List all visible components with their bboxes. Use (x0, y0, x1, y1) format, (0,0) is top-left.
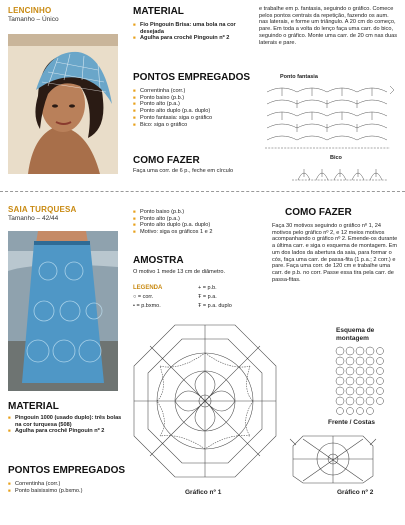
lencinho-material-list (133, 22, 243, 42)
lencinho-photo (8, 34, 118, 174)
lencinho-material-heading: MATERIAL (133, 6, 184, 17)
stitch-item: ■ Ponto alto (p.a.) (133, 101, 243, 108)
legend-title: LEGENDA (133, 285, 163, 291)
pa-symbol: Ŧ (198, 294, 202, 300)
saia-stitches-list (8, 481, 126, 494)
lencinho-right-text: e trabalhe em p. fantasia, seguindo o gráfico. Comece pelos pontos centrais da repetição, fazendo os aum. nas laterais, e forme um triângulo. A 20 cm do começo, pare. Em toda a volta do lenço faça uma carr. do bico, seguindo o gráfico. Monte uma carr. de 20 cm nas duas laterais e pare. (259, 6, 398, 46)
turquoise-skirt-image (8, 231, 118, 391)
stitch-item: ■ Ponto baixo (p.b.) (133, 209, 253, 216)
saia-stitches-heading: PONTOS EMPREGADOS (8, 465, 126, 476)
lencinho-how-heading: COMO FAZER (133, 155, 200, 166)
legend-item (198, 294, 217, 300)
bottom-section (0, 193, 405, 525)
saia-how-text: Faça 30 motivos seguindo o gráfico nº 1, 24 motivos pelo gráfico nº 2, e 12 meios motivos acompanhando o gráfico nº 2. Emende-os durante a última carr. e siga o esquema de montagem. Em um dos lados da abertura da saia, para formar o cós, faça uma carr. de passa-fita (1 p.a.; 2 corr.) e pare. Faça uma corr. de 120 cm e trabalhe uma carr. de p.b. no corr. Passe essa tira pela carr. de passa-fitas. (272, 223, 398, 283)
saia-material-heading: MATERIAL (8, 401, 59, 412)
stitch-item: ■ Ponto alto (p.a.) (133, 216, 253, 223)
material-item: ■ Agulha para crochê Pingouin nº 2 (8, 428, 126, 435)
stitch-item: ■ Motivo: siga os gráficos 1 e 2 (133, 229, 253, 236)
ponto-fantasia-label: Ponto fantasia (280, 74, 318, 80)
legend-item (198, 285, 217, 291)
saia-how-heading: COMO FAZER (285, 207, 352, 218)
top-section (0, 0, 405, 190)
stitch-item: ■ Ponto alto duplo (p.a. duplo) (133, 222, 253, 229)
pa-duplo-symbol: Ŧ (198, 303, 202, 309)
pb-symbol: + (198, 285, 202, 291)
material-item: ■ Fio Pingouin Brisa: uma bola na cor desejada (133, 22, 243, 35)
saia-sample-heading: AMOSTRA (133, 255, 184, 266)
lencinho-stitches-heading: PONTOS EMPREGADOS (133, 72, 251, 83)
legend-item (133, 303, 161, 309)
lencinho-size: Tamanho – Único (8, 16, 59, 23)
legend-label: = p.a. duplo (202, 303, 232, 309)
saia-material-list (8, 415, 126, 435)
section-divider (0, 191, 405, 192)
stitch-item: ■ Correntinha (corr.) (8, 481, 126, 488)
grafico-1-label: Gráfico nº 1 (185, 489, 222, 496)
saia-title: SAIA TURQUESA (8, 205, 77, 214)
scheme-label: Esquema de montagem (336, 327, 375, 342)
legend-label: = p.bxmo. (136, 303, 161, 309)
scheme-caption: Frente / Costas (328, 419, 375, 426)
ponto-fantasia-chart (262, 82, 397, 154)
grafico-2-label: Gráfico nº 2 (337, 489, 374, 496)
bico-chart (290, 162, 390, 184)
material-item: ■ Pingouin 1000 (usado duplo): três bolas na cor turquesa (508) (8, 415, 126, 428)
legend-label: = p.b. (202, 285, 217, 291)
grafico-2-chart (288, 431, 378, 486)
material-item: ■ Agulha para crochê Pingouin nº 2 (133, 35, 243, 42)
saia-sample-text: O motivo 1 mede 13 cm de diâmetro. (133, 269, 226, 275)
grafico-1-chart (130, 321, 280, 486)
saia-stitches-top (133, 209, 253, 236)
stitch-item: ■ Bico: siga o gráfico (133, 122, 243, 129)
stitch-item: ■ Ponto baixissimo (p.bxmo.) (8, 488, 126, 495)
corr-symbol: ○ (133, 294, 137, 300)
saia-size: Tamanho – 42/44 (8, 215, 59, 222)
saia-photo (8, 231, 118, 391)
bico-label: Bico (330, 155, 342, 161)
legend-label: = corr. (137, 294, 154, 300)
woman-headscarf-image (8, 34, 118, 174)
stitch-item: ■ Correntinha (corr.) (133, 88, 243, 95)
lencinho-title: LENCINHO (8, 6, 52, 15)
stitch-item: ■ Ponto alto duplo (p.a. duplo) (133, 108, 243, 115)
stitch-item: ■ Ponto baixo (p.b.) (133, 95, 243, 102)
legend-label: = p.a. (202, 294, 217, 300)
pbxmo-symbol: • (133, 303, 135, 309)
lencinho-how-text: Faça uma corr. de 6 p., feche em círculo (133, 168, 234, 174)
legend-item (198, 303, 232, 309)
stitch-item: ■ Ponto fantasia: siga o gráfico (133, 115, 243, 122)
lencinho-stitches-list (133, 88, 243, 128)
assembly-scheme (334, 345, 384, 415)
legend-item (133, 294, 153, 300)
